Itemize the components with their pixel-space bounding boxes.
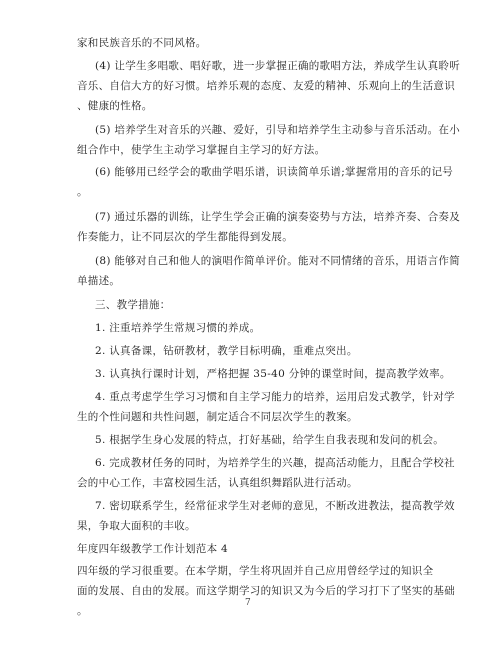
text-line: 生的个性问题和共性问题，制定适合不同层次学生的教案。	[77, 411, 358, 423]
page-number: 7	[245, 598, 251, 608]
text-line: 音乐、自信大方的好习惯。培养乐观的态度、友爱的精神、乐观向上的生活意识	[77, 80, 455, 92]
text-line: (4) 让学生多唱歌、唱好歌，进一步掌握正确的歌唱方法，养成学生认真聆听	[95, 60, 461, 72]
text-line: (6) 能够用已经学会的歌曲学唱乐谱，识读简单乐谱;掌握常用的音乐的记号	[95, 166, 454, 178]
text-line: 单描述。	[77, 275, 121, 287]
text-line: 6. 完成教材任务的同时，为培养学生的兴趣，提高活动能力，且配合学校社	[95, 457, 455, 469]
text-line: 5. 根据学生身心发展的特点，打好基础，给学生自我表现和发问的机会。	[95, 434, 445, 446]
text-line: 组合作中，使学生主动学习掌握自主学习的好方法。	[77, 144, 326, 156]
text-line: 家和民族音乐的不同风格。	[77, 37, 207, 49]
text-line: (5) 培养学生对音乐的兴趣、爱好，引导和培养学生主动参与音乐活动。在小	[95, 124, 461, 136]
text-line: 。	[77, 186, 88, 198]
text-line: 果，争取大面积的丰收。	[77, 520, 196, 532]
text-line: (7) 通过乐器的训练，让学生学会正确的演奏姿势与方法，培养齐奏、合奏及	[95, 211, 461, 223]
section-heading: 三、教学措施：	[95, 299, 171, 311]
text-line: 。	[77, 605, 88, 617]
text-line: 3. 认真执行课时计划，严格把握 35-40 分钟的课堂时间，提高教学效率。	[95, 368, 451, 380]
text-line: 2. 认真备课，钻研教材，教学目标明确，重难点突出。	[95, 345, 358, 357]
text-line: 作奏能力，让不同层次的学生都能得到发展。	[77, 231, 293, 243]
text-line: 7. 密切联系学生，经常征求学生对老师的意见，不断改进教法，提高教学效	[95, 500, 455, 512]
text-line: 面的发展、自由的发展。而这学期学习的知识又为今后的学习打下了坚实的基础	[77, 585, 455, 597]
text-line: (8) 能够对自己和他人的演唱作简单评价。能对不同情绪的音乐，用语言作简	[95, 255, 461, 267]
text-line: 四年级的学习很重要。在本学期，学生将巩固并自己应用曾经学过的知识全	[77, 565, 434, 577]
text-line: 4. 重点考虑学生学习习惯和自主学习能力的培养，运用启发式教学，针对学	[95, 391, 455, 403]
text-line: 会的中心工作，丰富校园生活，认真组织舞蹈队进行活动。	[77, 477, 358, 489]
section-title: 年度四年级教学工作计划范本 4	[77, 543, 229, 555]
text-line: 1. 注重培养学生常规习惯的养成。	[95, 322, 261, 334]
text-line: 、健康的性格。	[77, 100, 153, 112]
